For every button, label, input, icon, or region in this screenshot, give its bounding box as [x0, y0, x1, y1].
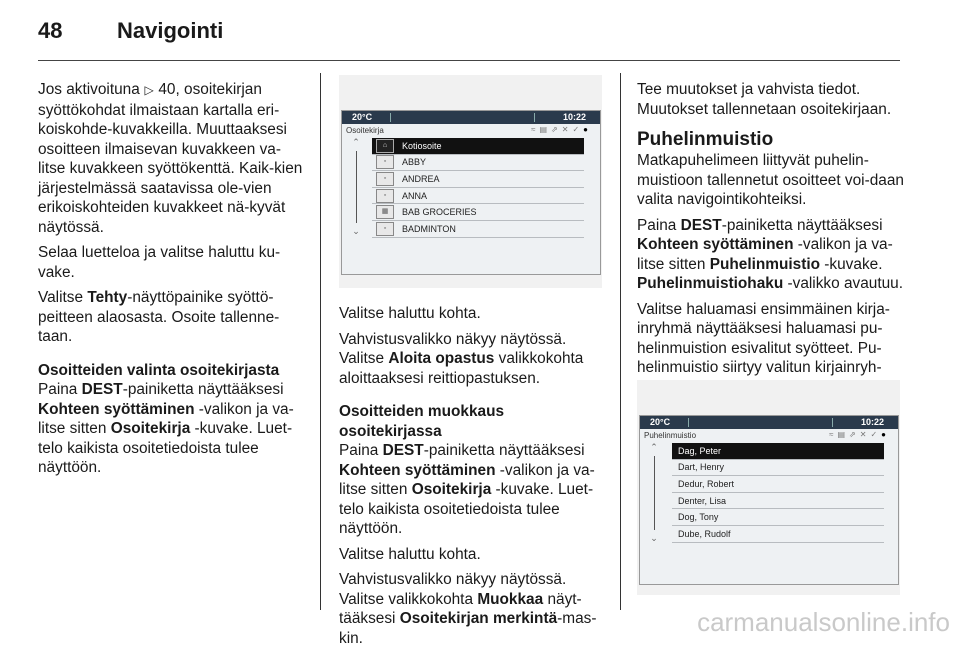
column-divider [320, 73, 321, 610]
shop-icon: ▦ [376, 205, 394, 219]
paragraph: Vahvistusvalikko näkyy näytössä. Valitse valikkokohta Muokkaa näyt-tääksesi Osoitekirjan merkintä-mas-kin. [339, 571, 597, 647]
infotainment-screen-puhelinmuistio [639, 415, 899, 585]
scroll-up-icon[interactable]: ⌃ [650, 442, 658, 452]
paragraph: Matkapuhelimeen liittyvät puhelin-muistioon tallennetut osoitteet voi-daan valita navigointikohteiksi. [637, 152, 904, 208]
scroll-down-icon[interactable]: ⌄ [650, 533, 658, 543]
list-item[interactable]: ▫ ABBY [372, 155, 584, 172]
list-item[interactable]: Dube, Rudolf [672, 526, 884, 543]
paragraph: Valitse haluttu kohta. [339, 545, 481, 563]
section-heading: Puhelinmuistio [637, 129, 774, 150]
watermark: carmanualsonline.info [697, 607, 950, 637]
list-item[interactable]: ▫ ANNA [372, 188, 584, 205]
list-item[interactable]: Dedur, Robert [672, 476, 884, 493]
clock: 10:22 [860, 417, 884, 427]
contact-icon: ▫ [376, 155, 394, 169]
scroll-control[interactable] [350, 137, 362, 237]
infotainment-screen-osoitekirja [341, 110, 601, 275]
paragraph: Tee muutokset ja vahvista tiedot. Muutokset tallennetaan osoitekirjaan. [637, 81, 892, 118]
list-item[interactable]: Dog, Tony [672, 509, 884, 526]
paragraph: Valitse haluamasi ensimmäinen kirja-inryhmä näyttääksesi haluamasi pu-helinmuistion esivalitut syötteet. Pu-helinmuistio siirtyy valitun kirjainryh- [637, 300, 890, 376]
paragraph: Paina DEST-painiketta näyttääksesi Kohteen syöttäminen -valikon ja va-litse sitten Osoitekirja -kuvake. Luet-telo kaikista osoitetiedoista tulee näyttöön. [38, 381, 294, 476]
clock: 10:22 [562, 112, 586, 122]
page-title: Navigointi [117, 18, 224, 43]
temperature: 20°C [352, 112, 373, 122]
paragraph: Selaa luetteloa ja valitse haluttu ku-vake. [38, 244, 281, 281]
scroll-up-icon[interactable]: ⌃ [352, 137, 360, 147]
list-item[interactable]: ⌂ Kotiosoite [372, 138, 584, 155]
paragraph: Valitse Tehty-näyttöpainike syöttö-peitteen alaosasta. Osoite tallenne-taan. [38, 289, 280, 345]
paragraph: Valitse haluttu kohta. [339, 305, 481, 322]
paragraph: Jos aktivoituna ▷ 40, osoitekirjan syöttökohdat ilmaistaan kartalla eri-koiskohde-kuvakkeilla. Muuttaaksesi osoitteen ilmaisevan kuvakkeen va-litse kuvakkeen syöttökenttä. Kaik-kien järjestelmässä saatavissa ole-vien erikoiskohteiden kuvakkeet nä-kyvät näytössä. [38, 81, 303, 236]
ref-arrow-icon: ▷ [144, 83, 154, 97]
temperature: 20°C [650, 417, 671, 427]
status-bar [342, 111, 600, 124]
scroll-down-icon[interactable]: ⌄ [352, 226, 360, 236]
page-reference[interactable]: 40 [158, 81, 176, 98]
column-divider [620, 73, 621, 610]
list-item[interactable]: ▫ BADMINTON [372, 221, 584, 238]
screen-title: Osoitekirja [346, 126, 384, 135]
section-heading: Osoitteiden valinta osoitekirjasta [38, 361, 280, 379]
screenshot-frame [339, 75, 602, 288]
entry-list [372, 138, 584, 238]
list-item[interactable]: Denter, Lisa [672, 493, 884, 510]
screenshot-frame [637, 380, 900, 595]
paragraph: Paina DEST-painiketta näyttääksesi Kohteen syöttäminen -valikon ja va-litse sitten Puhelinmuistio -kuvake. Puhelinmuistiohaku -valikko avautuu. [637, 216, 904, 292]
home-icon: ⌂ [376, 139, 394, 153]
list-item[interactable]: ▫ ANDREA [372, 171, 584, 188]
entry-list [672, 443, 884, 543]
column-2 [339, 304, 609, 654]
contact-icon: ▫ [376, 189, 394, 203]
paragraph: Vahvistusvalikko näkyy näytössä. Valitse Aloita opastus valikkokohta aloittaaksesi reittiopastuksen. [339, 330, 584, 387]
list-item[interactable]: Dag, Peter [672, 443, 884, 460]
status-bar [640, 416, 898, 429]
status-icons: ≈▤⇗✕✓● [829, 430, 890, 439]
screen-title: Puhelinmuistio [644, 431, 697, 440]
scroll-control[interactable] [648, 442, 660, 544]
column-3 [637, 80, 905, 403]
list-item[interactable]: Dart, Henry [672, 460, 884, 477]
list-item[interactable]: ▦ BAB GROCERIES [372, 204, 584, 221]
header-rule [38, 60, 900, 61]
page-number: 48 [38, 18, 63, 43]
paragraph: Paina DEST-painiketta näyttääksesi Kohteen syöttäminen -valikon ja va-litse sitten Osoitekirja -kuvake. Luet-telo kaikista osoitetiedoista tulee näyttöön. [339, 442, 595, 537]
contact-icon: ▫ [376, 172, 394, 186]
contact-icon: ▫ [376, 222, 394, 236]
status-icons: ≈▤⇗✕✓● [531, 125, 592, 134]
section-heading: Osoitteiden muokkaus osoitekirjassa [339, 403, 505, 440]
column-1 [38, 80, 308, 484]
